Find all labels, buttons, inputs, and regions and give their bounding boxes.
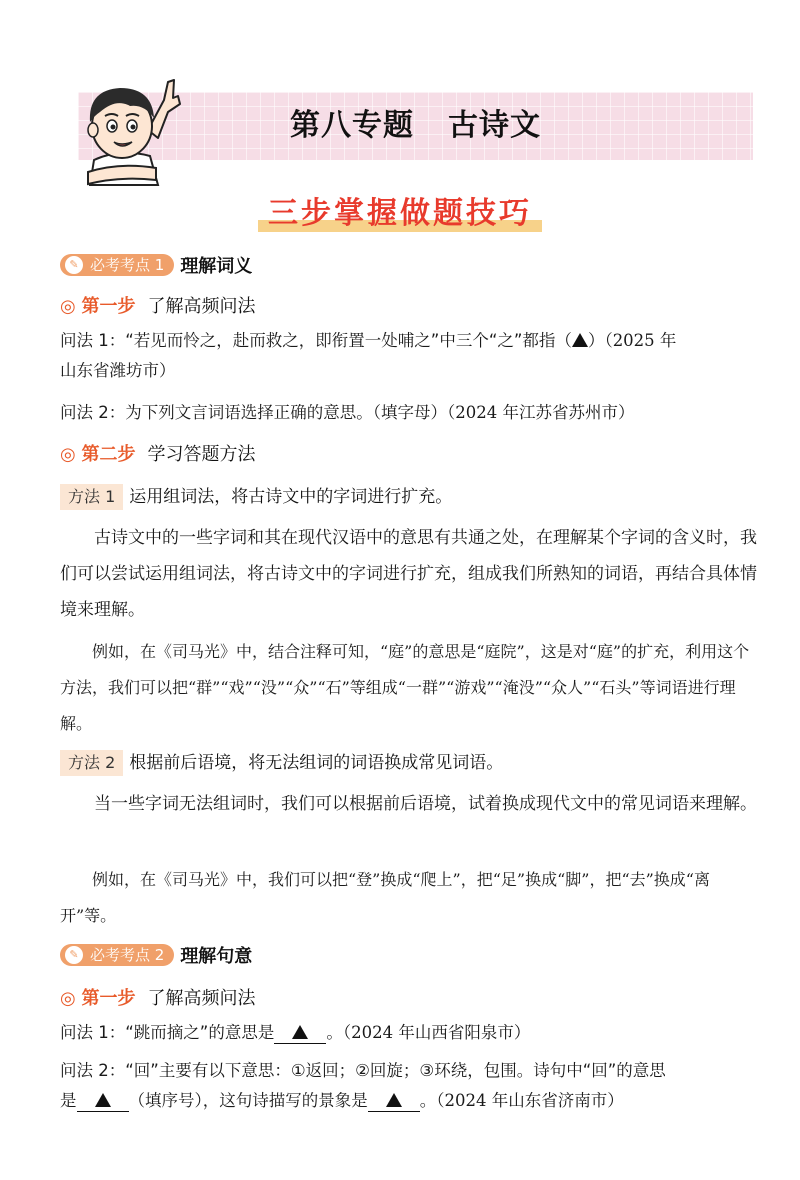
method1-text: 运用组词法，将古诗文中的字词进行扩充。 — [129, 487, 453, 507]
kp1-question2: 问法 2：为下列文言词语选择正确的意思。（填字母）（2024 年江苏省苏州市） — [60, 403, 635, 422]
step-label: 第一步 — [81, 988, 136, 1009]
kp1-step1 — [60, 292, 760, 318]
boy-mascot-icon — [60, 60, 190, 190]
method1-heading — [60, 482, 760, 510]
method1-example: 例如，在《司马光》中，结合注释可知，“庭”的意思是“庭院”，这是对“庭”的扩充，利用这个方法，我们可以把“群”“戏”“没”“众”“石”等组成“一群”“游戏”“淹没”“众人”“石头”等词语进行理解。 — [60, 642, 750, 733]
step-title: 学习答题方法 — [147, 444, 256, 465]
question1-source: 山东省潍坊市） — [60, 361, 176, 380]
circle-bullet-icon: ◎ — [60, 988, 76, 1009]
book-icon: ✎ — [65, 256, 83, 274]
question2-source: （2024 年江苏省苏州市） — [447, 403, 635, 422]
kp1-title: 理解词义 — [180, 256, 253, 277]
kp1-tag: ✎ 必考考点 1 — [60, 254, 174, 276]
answer-blank — [368, 1091, 420, 1112]
kp2-question2: 问法 2：“回”主要有以下意思：①返回；②回旋；③环绕，包围。诗句中“回”的意思 是 （填序号），这句诗描写的景象是 。（2024 年山东省济南市） — [60, 1061, 666, 1110]
title-part2: 古诗文 — [448, 108, 541, 143]
step-title: 了解高频问法 — [147, 988, 256, 1009]
method2-paragraph: 当一些字词无法组词时，我们可以根据前后语境，试着换成现代文中的常见词语来理解。 — [94, 794, 757, 814]
kp1-heading — [60, 252, 760, 278]
subtitle-area — [0, 188, 800, 232]
method2-text: 根据前后语境，将无法组词的词语换成常见词语。 — [129, 753, 504, 773]
circle-bullet-icon: ◎ — [60, 296, 76, 317]
kp2-question1: 问法 1：“跳而摘之”的意思是 。（2024 年山西省阳泉市） — [60, 1023, 531, 1042]
triangle-icon — [95, 1093, 111, 1107]
answer-blank — [274, 1023, 326, 1044]
subtitle: 三步掌握做题技巧 — [268, 196, 532, 231]
triangle-icon — [292, 1025, 308, 1039]
book-icon: ✎ — [65, 946, 83, 964]
method1-paragraph: 古诗文中的一些字词和其在现代汉语中的意思有共通之处，在理解某个字词的含义时，我们可以尝试运用组词法，将古诗文中的字词进行扩充，组成我们所熟知的词语，再结合具体情境来理解。 — [60, 528, 757, 620]
method1-tag: 方法 1 — [60, 484, 123, 510]
method2-tag: 方法 2 — [60, 750, 123, 776]
step-label: 第一步 — [81, 296, 136, 317]
step-label: 第二步 — [81, 444, 136, 465]
method2-heading — [60, 748, 760, 776]
kp2-heading — [60, 942, 760, 968]
circle-bullet-icon: ◎ — [60, 444, 76, 465]
title-part1: 第八专题 — [290, 108, 414, 143]
method2-example: 例如，在《司马光》中，我们可以把“登”换成“爬上”，把“足”换成“脚”，把“去”换成“离开”等。 — [60, 870, 710, 925]
kp2-tag: ✎ 必考考点 2 — [60, 944, 174, 966]
kp1-step2 — [60, 440, 760, 466]
step-title: 了解高频问法 — [147, 296, 256, 317]
answer-blank — [77, 1091, 129, 1112]
kp2-step1 — [60, 984, 760, 1010]
triangle-icon — [572, 333, 588, 347]
question2-source: （2024 年山东省济南市） — [436, 1091, 624, 1110]
kp1-question1: 问法 1：“若见而怜之，赴而救之，即衔置一处哺之”中三个“之”都指（ ）（2025 年 山东省潍坊市） — [60, 331, 677, 380]
triangle-icon — [386, 1093, 402, 1107]
question1-source: （2024 年山西省阳泉市） — [342, 1023, 531, 1042]
kp2-title: 理解句意 — [180, 946, 253, 967]
